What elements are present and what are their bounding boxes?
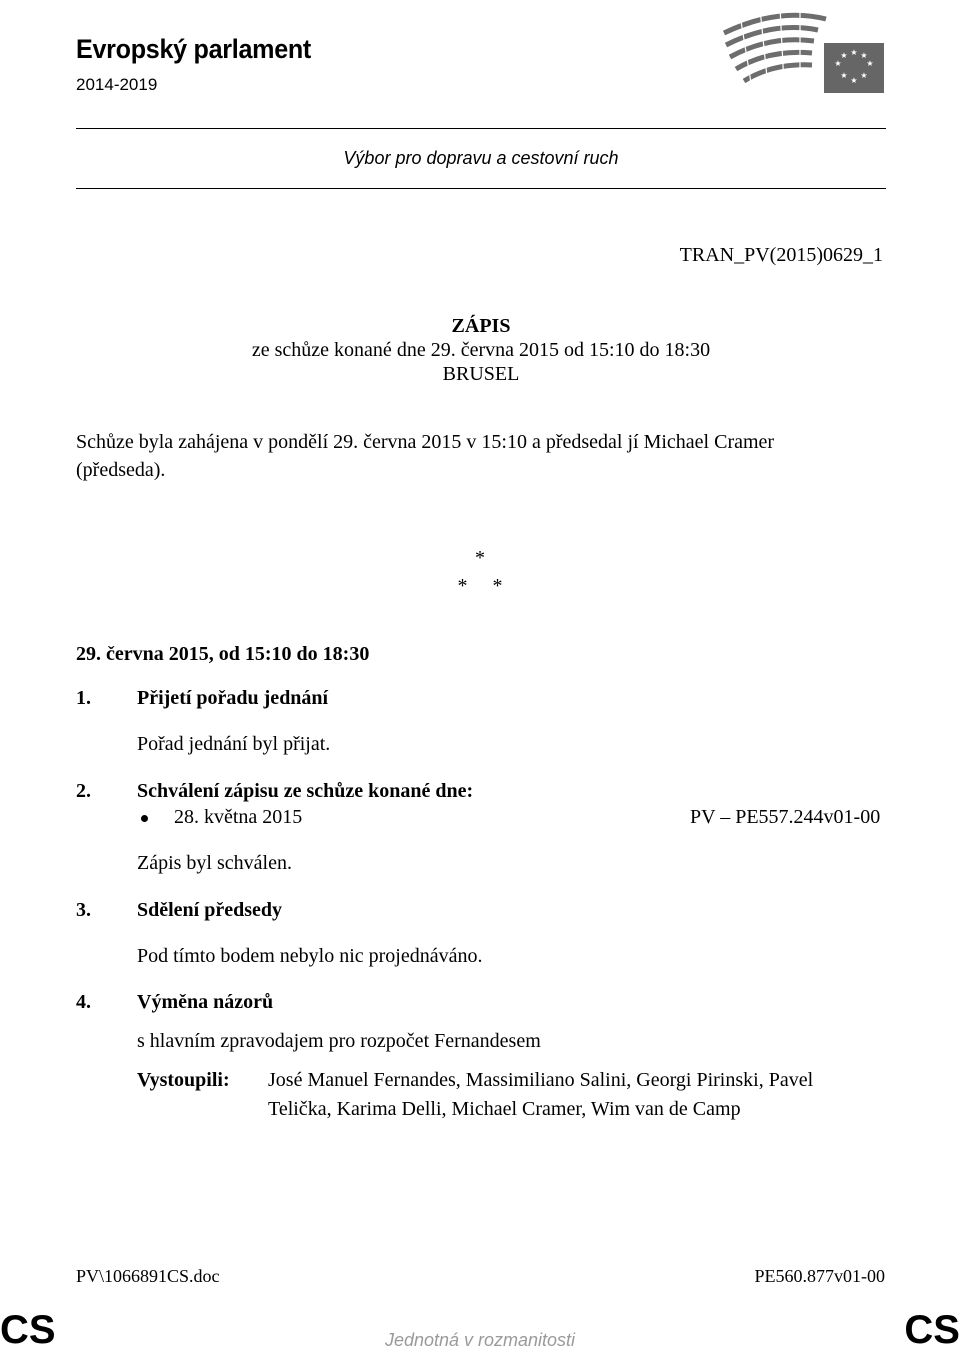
language-code-right: CS [904,1308,960,1352]
item-1-text: Pořad jednání byl přijat. [137,733,331,755]
opening-line-1: Schůze byla zahájena v pondělí 29. června 2015 v 15:10 a předsedal jí Michael Cramer [76,431,775,453]
committee-name: Výbor pro dopravu a cestovní ruch [343,148,619,168]
item-4-text: s hlavním zpravodajem pro rozpočet Fernandesem [137,1030,541,1052]
item-3-number: 3. [76,899,91,921]
item-2-bullet-date: 28. května 2015 [174,806,303,828]
minutes-subheading: ze schůze konané dne 29. června 2015 od 15:10 do 18:30 [251,339,711,361]
opening-line-2: (předseda). [76,459,166,481]
svg-text:★: ★ [866,59,874,68]
svg-text:★: ★ [860,51,868,60]
svg-text:★: ★ [840,71,848,80]
footer-document-name: PV\1066891CS.doc [76,1266,220,1286]
speakers-line-2: Telička, Karima Delli, Michael Cramer, Wim van de Camp [268,1098,741,1120]
item-2-text: Zápis byl schválen. [137,852,292,874]
eu-motto: Jednotná v rozmanitosti [384,1330,576,1350]
separator-star-top: * [475,547,485,569]
bullet-icon [141,815,148,822]
minutes-location: BRUSEL [442,363,520,385]
session-date: 29. června 2015, od 15:10 do 18:30 [76,643,370,665]
parliamentary-term: 2014-2019 [76,75,158,94]
speakers-line-1: José Manuel Fernandes, Massimiliano Salini, Georgi Pirinski, Pavel [268,1069,814,1091]
svg-text:★: ★ [860,71,868,80]
svg-text:★: ★ [840,51,848,60]
institution-title: Evropský parlament [76,34,312,64]
speakers-label: Vystoupili: [137,1069,230,1091]
parliament-logo-icon [718,3,888,95]
language-code-left: CS [0,1308,56,1352]
svg-text:★: ★ [850,48,858,57]
item-4-title: Výměna názorů [137,991,274,1013]
separator-stars-bottom: * * [457,575,503,597]
item-2-bullet-reference: PV – PE557.244v01-00 [690,806,881,828]
item-3-title: Sdělení předsedy [137,899,283,921]
item-1-number: 1. [76,687,91,709]
item-4-number: 4. [76,991,91,1013]
document-reference: TRAN_PV(2015)0629_1 [679,244,883,266]
item-3-text: Pod tímto bodem nebylo nic projednáváno. [137,945,483,967]
committee-divider [76,188,886,189]
svg-text:★: ★ [834,59,842,68]
header-divider [76,128,886,129]
footer-pe-number: PE560.877v01-00 [754,1266,885,1286]
item-1-title: Přijetí pořadu jednání [137,687,329,709]
item-2-title: Schválení zápisu ze schůze konané dne: [137,780,474,802]
minutes-heading: ZÁPIS [451,315,511,337]
svg-text:★: ★ [850,76,858,85]
item-2-number: 2. [76,780,91,802]
